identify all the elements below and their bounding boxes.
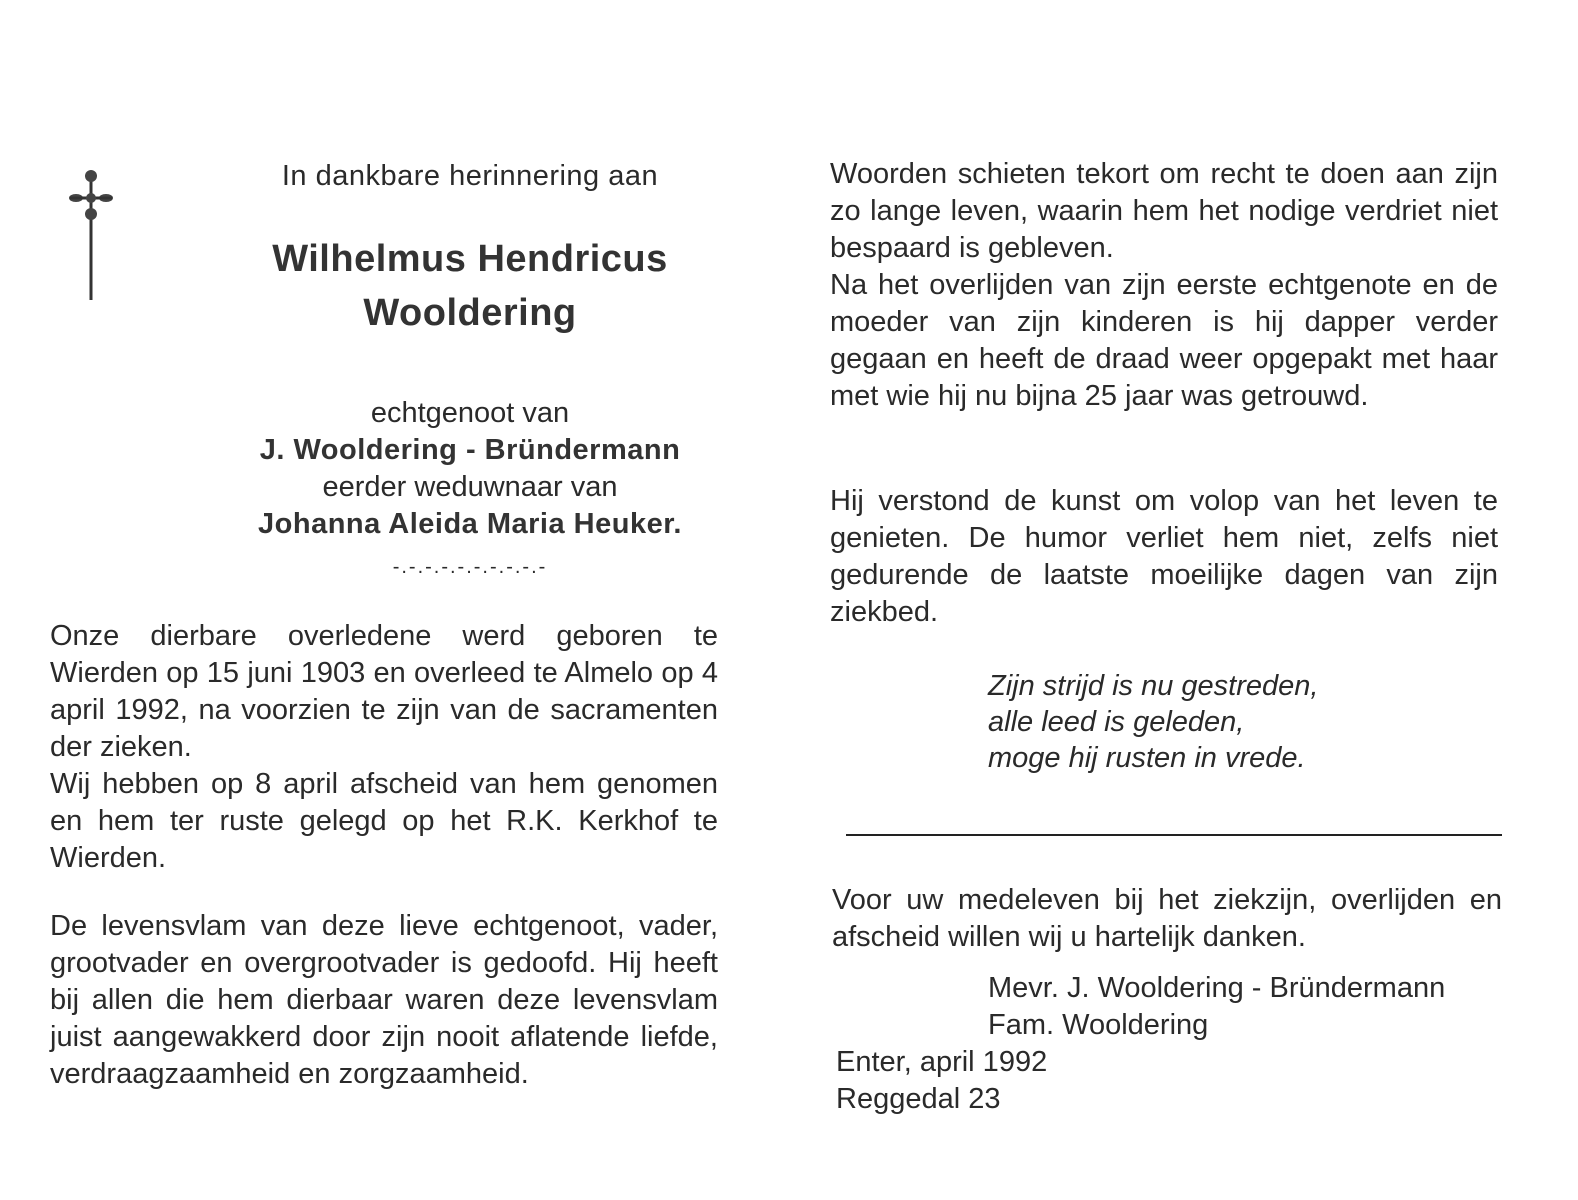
deceased-name [220, 232, 720, 340]
thanks-text: Voor uw medeleven bij het ziekzijn, overlijden en afscheid willen wij u hartelijk danken. [832, 884, 1502, 953]
poem-line: alle leed is geleden, [988, 706, 1245, 738]
life-paragraph [830, 156, 1498, 415]
signer: Mevr. J. Wooldering - Bründermann [988, 972, 1446, 1004]
poem [988, 668, 1318, 776]
former-spouse-name: Johanna Aleida Maria Heuker. [258, 508, 682, 540]
spouse-name: J. Wooldering - Bründermann [259, 434, 681, 466]
name-line-2: Wooldering [363, 292, 577, 334]
address: Reggedal 23 [836, 1083, 1001, 1115]
signers [988, 970, 1445, 1044]
life-text: Woorden schieten tekort om recht te doen aan zijn zo lange leven, waarin hem het nodige verdriet niet bespaard is gebleven. [830, 158, 1498, 264]
birth-death-text: Onze dierbare overledene werd geboren te Wierden op 15 juni 1903 en overleed te Almelo op 4 april 1992, na voorzien te zijn van de sacramenten der zieken. [50, 620, 718, 763]
separator-line [846, 834, 1502, 836]
cross-icon [66, 168, 116, 302]
place-date: Enter, april 1992 [836, 1046, 1048, 1078]
remarriage-text: Na het overlijden van zijn eerste echtgenote en de moeder van zijn kinderen is hij dapper verder gegaan en heeft de draad weer opgepakt met haar met wie hij nu bijna 25 jaar was getrouwd. [830, 269, 1498, 412]
poem-line: Zijn strijd is nu gestreden, [988, 670, 1319, 702]
former-spouse-label: eerder weduwnaar van [322, 471, 618, 503]
biography-paragraph [50, 618, 718, 877]
signer: Fam. Wooldering [988, 1009, 1209, 1041]
name-line-1: Wilhelmus Hendricus [272, 238, 668, 280]
spouse-label: echtgenoot van [370, 397, 570, 429]
place-and-address [836, 1044, 1047, 1118]
spouse-info [220, 395, 720, 543]
intro-text: In dankbare herinnering aan [281, 160, 659, 192]
burial-text: Wij hebben op 8 april afscheid van hem genomen en hem ter ruste gelegd op het R.K. Kerkhof te Wierden. [50, 768, 718, 874]
tribute-paragraph: De levensvlam van deze lieve echtgenoot, vader, grootvader en overgrootvader is gedoofd. Hij heeft bij allen die hem dierbaar waren deze levensvlam juist aangewakkerd door zijn nooit aflatende liefde, verdraagzaamheid en zorgzaamheid. [50, 910, 718, 1090]
poem-line: moge hij rusten in vrede. [988, 742, 1306, 774]
decorative-divider: -.-.-.-.-.-.-.-.-.- [392, 556, 548, 578]
humor-paragraph: Hij verstond de kunst om volop van het leven te genieten. De humor verliet hem niet, zelfs niet gedurende de laatste moeilijke dagen van zijn ziekbed. [830, 485, 1498, 628]
